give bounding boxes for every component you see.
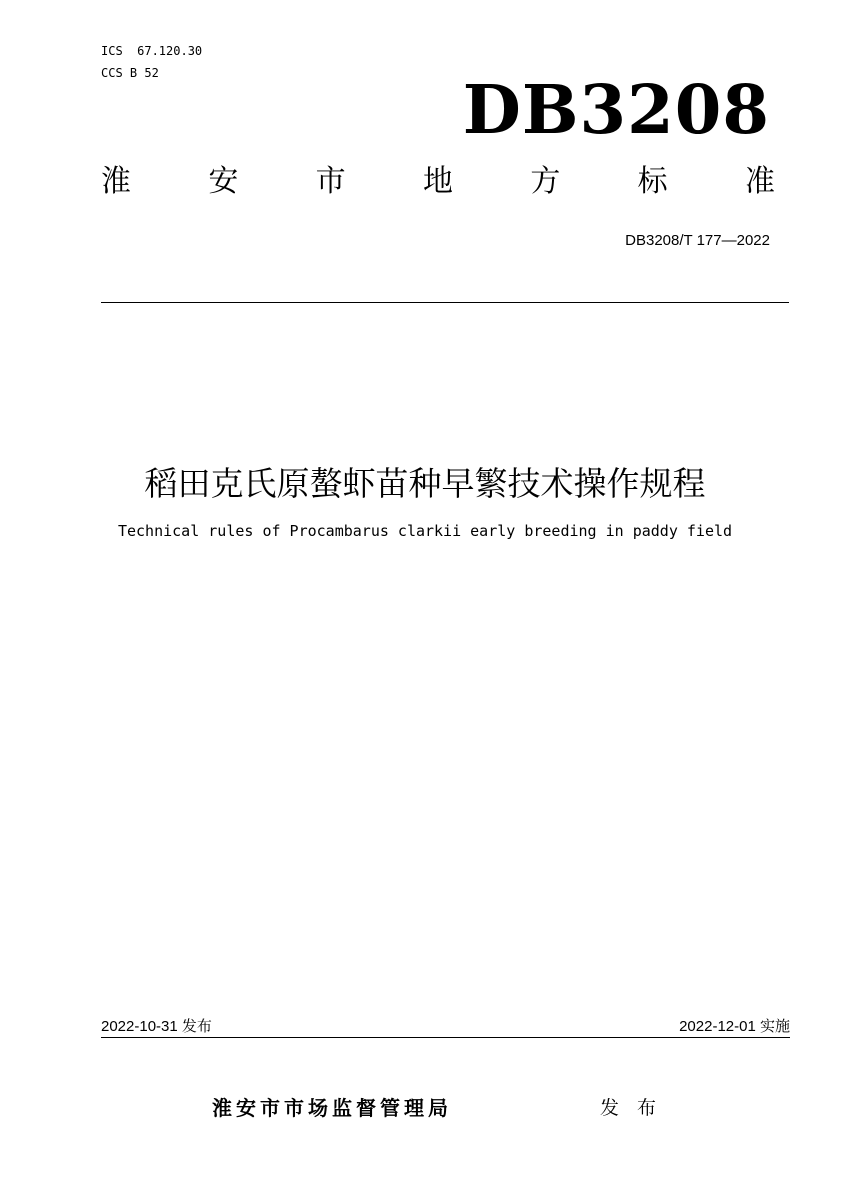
standard-code-heading: DB3208 [462, 70, 770, 149]
standard-type-char: 安 [208, 164, 239, 199]
ccs-code: CCS B 52 [101, 66, 159, 80]
ics-code: ICS 67.120.30 [101, 44, 203, 58]
standard-type-char: 标 [637, 164, 668, 199]
document-title-en: Technical rules of Procambarus clarkii early breeding in paddy field [117, 522, 733, 540]
standard-type-char: 方 [530, 164, 561, 199]
document-title-zh: 稻田克氏原螯虾苗种早繁技术操作规程 [144, 464, 706, 503]
standard-type-heading [101, 162, 775, 202]
standard-type-char: 市 [315, 164, 346, 199]
header-divider [101, 302, 789, 303]
publisher-name: 淮安市市场监督管理局 [212, 1096, 452, 1120]
publish-label: 发 布 [600, 1097, 663, 1119]
standard-type-char: 淮 [101, 164, 131, 199]
issue-date: 2022-10-31 发布 [101, 1018, 212, 1035]
date-divider [101, 1037, 790, 1038]
implementation-date: 2022-12-01 实施 [679, 1018, 790, 1035]
standard-type-char: 准 [744, 164, 775, 199]
standard-type-char: 地 [422, 164, 453, 199]
document-number: DB3208/T 177—2022 [625, 232, 770, 249]
